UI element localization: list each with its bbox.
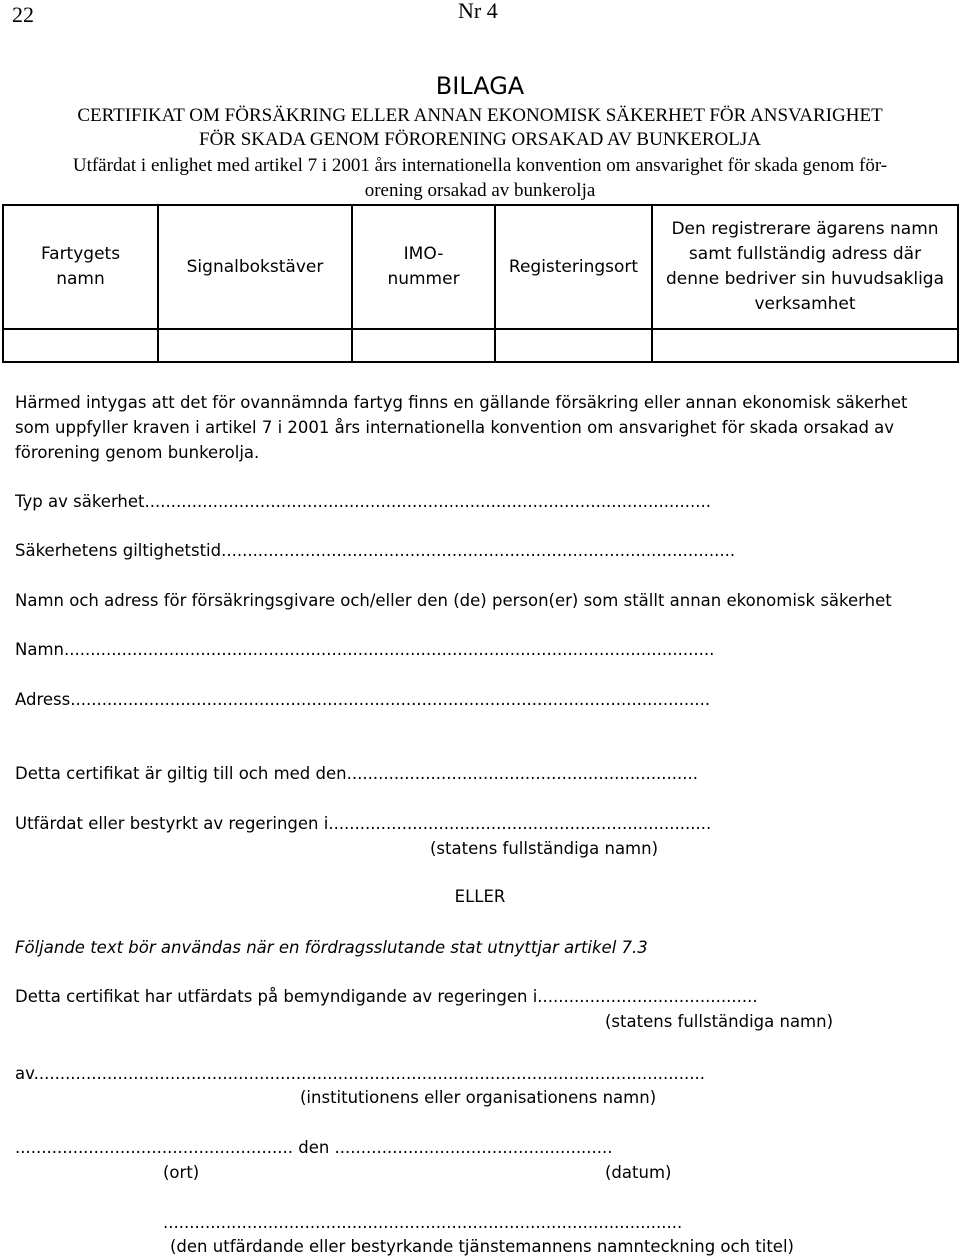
- cell-ship-name[interactable]: [3, 329, 158, 362]
- security-type-field[interactable]: Typ av säkerhet............................................................................................................: [15, 492, 711, 511]
- insurer-address-field[interactable]: Adress..........................................................................................................................: [15, 690, 711, 709]
- intro-line-2: som uppfyller kraven i artikel 7 i 2001 års internationella konvention om ansvarighet för skada orsakad av: [15, 418, 895, 437]
- intro-line-3: förorening genom bunkerolja.: [15, 443, 260, 462]
- insurer-name-field[interactable]: Namn............................................................................................................................: [15, 640, 715, 659]
- table-header-row: [3, 205, 958, 329]
- intro-line-1: Härmed intygas att det för ovannämnda fartyg finns en gällande försäkring eller annan ekonomisk säkerhet: [15, 393, 908, 412]
- cell-port-of-registry[interactable]: [495, 329, 652, 362]
- cell-call-sign[interactable]: [158, 329, 352, 362]
- or-separator: ELLER: [454, 887, 506, 906]
- valid-until-field[interactable]: Detta certifikat är giltig till och med den...................................................................: [15, 764, 699, 783]
- cell-owner-name-address[interactable]: [652, 329, 958, 362]
- state-full-name-label-2: (statens fullständiga namn): [605, 1012, 834, 1031]
- issuing-body-field[interactable]: av................................................................................................................................: [15, 1064, 705, 1083]
- place-date-field[interactable]: ..................................................... den .....................................................: [15, 1138, 613, 1157]
- place-label: (ort): [163, 1163, 200, 1182]
- certificate-title-line-2: FÖR SKADA GENOM FÖRORENING ORSAKAD AV BUNKEROLJA: [199, 129, 761, 150]
- signature-label: (den utfärdande eller bestyrkande tjänstemannens namnteckning och titel): [170, 1237, 794, 1256]
- signature-field[interactable]: ...................................................................................................: [163, 1213, 683, 1232]
- page-number: 22: [12, 2, 34, 27]
- certificate-title-line-1: CERTIFIKAT OM FÖRSÄKRING ELLER ANNAN EKONOMISK SÄKERHET FÖR ANSVARIGHET: [77, 105, 883, 126]
- institution-name-label: (institutionens eller organisationens namn): [300, 1088, 657, 1107]
- certificate-subtitle-line-2: orening orsakad av bunkerolja: [364, 180, 596, 201]
- issued-on-authority-field[interactable]: Detta certifikat har utfärdats på bemyndigande av regeringen i..........................................: [15, 987, 758, 1006]
- state-full-name-label-1: (statens fullständiga namn): [430, 839, 659, 858]
- header-port-of-registry: Registeringsort: [495, 205, 652, 329]
- header-ship-name: Fartygets namn: [3, 205, 158, 329]
- header-imo-number: IMO- nummer: [352, 205, 495, 329]
- date-label: (datum): [605, 1163, 672, 1182]
- document-heading: BILAGA: [435, 72, 525, 100]
- ship-details-table: [2, 204, 959, 363]
- header-call-sign: Signalbokstäver: [158, 205, 352, 329]
- issued-by-government-field[interactable]: Utfärdat eller bestyrkt av regeringen i.........................................................................: [15, 814, 712, 833]
- issue-number: Nr 4: [458, 0, 498, 23]
- cell-imo-number[interactable]: [352, 329, 495, 362]
- article-7-3-note: Följande text bör användas när en fördragsslutande stat utnyttjar artikel 7.3: [15, 938, 648, 957]
- security-validity-field[interactable]: Säkerhetens giltighetstid..................................................................................................: [15, 541, 736, 560]
- insurer-instruction: Namn och adress för försäkringsgivare och/eller den (de) person(er) som ställt annan ekonomisk säkerhet: [15, 591, 892, 610]
- certificate-subtitle-line-1: Utfärdat i enlighet med artikel 7 i 2001 års internationella konvention om ansvarighet för skada genom för-: [72, 155, 888, 176]
- header-owner-name-address: Den registrerare ägarens namn samt fullständig adress där denne bedriver sin huvudsakliga verksamhet: [652, 205, 958, 329]
- table-entry-row: [3, 329, 958, 362]
